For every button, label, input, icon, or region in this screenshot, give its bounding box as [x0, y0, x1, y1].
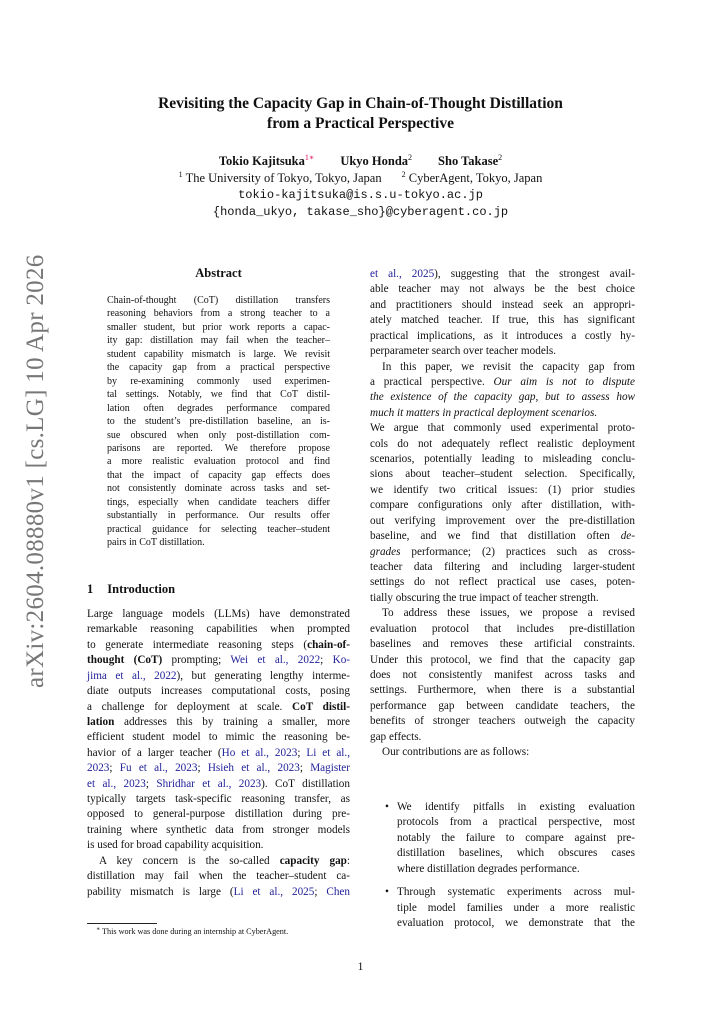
- text-line: able teacher may not always be the best choice: [370, 283, 635, 296]
- abstract-line: parisons are reported. We therefore propose: [107, 442, 330, 454]
- italic-text: Our aim is not to dispute: [493, 375, 635, 388]
- text-line: training where synthetic data from stronger models: [87, 823, 350, 836]
- text-line: efficient student model to mimic the reasoning be-: [87, 731, 350, 744]
- text-line: Large language models (LLMs) have demonstrated: [87, 608, 350, 620]
- text-line: [87, 669, 350, 684]
- text-line: [370, 267, 635, 282]
- page-number: 1: [357, 961, 364, 973]
- citation-link[interactable]: Ho et al., 2023: [221, 746, 298, 759]
- section-title: Introduction: [107, 582, 176, 596]
- text-line: [87, 700, 350, 715]
- text-line: ately matched teacher. If true, this has significant: [370, 314, 635, 327]
- text-span: ;: [109, 762, 120, 775]
- citation-link[interactable]: Chen: [326, 885, 350, 898]
- text-line: we identify two critical issues: (1) prior studies: [370, 483, 635, 496]
- text-span: ), suggesting that the strongest avail-: [434, 268, 635, 280]
- text-span: addresses this by training a smaller, more: [114, 715, 350, 728]
- text-line: tially obscuring the true impact of teacher strength.: [370, 591, 599, 604]
- text-line: out verifying improvement over the pre-distillation: [370, 514, 635, 527]
- title-line-2: from a Practical Perspective: [267, 115, 454, 132]
- text-line: performance gap between candidate teachers, the: [370, 699, 635, 712]
- footnote-rule: [87, 923, 157, 924]
- citation-link[interactable]: Hsieh et al., 2023: [207, 762, 300, 775]
- text-span: a practical perspective.: [370, 375, 494, 388]
- author-block: [0, 153, 721, 221]
- list-item: [383, 800, 635, 877]
- introduction-body: [87, 607, 350, 900]
- email-1: tokio-kajitsuka@is.s.u-tokyo.ac.jp: [238, 188, 483, 202]
- text-line: evaluation protocol, we demonstrate that the: [397, 916, 635, 929]
- abstract-line: a more realistic evaluation protocol and find: [107, 456, 330, 468]
- abstract-line: Chain-of-thought (CoT) distillation transfers: [107, 295, 330, 306]
- abstract-heading: Abstract: [195, 266, 242, 280]
- text-span: a challenge for deployment at scale.: [87, 700, 293, 713]
- abstract-line: tings, especially when candidate teachers differ: [107, 496, 330, 508]
- text-line: [87, 653, 350, 668]
- abstract-line: reasoning behaviors from a strong teacher to a: [107, 308, 330, 320]
- bold-term: thought (CoT): [87, 654, 163, 667]
- text-line: gap effects.: [370, 730, 422, 743]
- text-line: [370, 529, 635, 544]
- citation-link[interactable]: Wei et al., 2022: [230, 654, 321, 667]
- text-line: Under this protocol, we find that the capacity gap: [370, 653, 635, 666]
- text-line: We argue that commonly used experimental proto-: [370, 422, 635, 435]
- text-line: perparameter search over teacher models.: [370, 345, 557, 358]
- citation-link[interactable]: et al., 2023: [87, 777, 146, 790]
- text-line: baselines and removes these artificial constraints.: [370, 638, 635, 651]
- section-number: 1: [87, 582, 94, 596]
- text-span: performance; (2) practices such as cross-: [400, 545, 635, 558]
- bullet-icon: •: [385, 886, 389, 899]
- bold-term: CoT distil-: [292, 700, 350, 713]
- text-line: [370, 375, 635, 390]
- text-line: is used for broad capability acquisition.: [87, 839, 264, 852]
- text-span: ;: [297, 746, 307, 759]
- text-line: [87, 715, 350, 730]
- citation-link[interactable]: 2023: [87, 762, 110, 775]
- citation-link[interactable]: Li et al.,: [306, 746, 351, 759]
- text-line: where distillation degrades performance.: [397, 862, 580, 875]
- text-span: ;: [145, 777, 157, 790]
- text-line: and practitioners should instead seek an appropri-: [370, 298, 635, 311]
- citation-link[interactable]: Fu et al., 2023: [119, 762, 198, 775]
- abstract-line: lation often degrades performance compared: [107, 402, 330, 414]
- text-span: ;: [314, 885, 327, 898]
- italic-text: grades: [370, 545, 401, 558]
- text-span: prompting;: [162, 654, 231, 667]
- text-span: A key concern is the so-called: [99, 854, 280, 867]
- text-line: diate outputs increases computational costs, posing: [87, 685, 350, 698]
- citation-link[interactable]: Shridhar et al., 2023: [156, 777, 262, 790]
- text-span: ;: [299, 762, 311, 775]
- abstract-line: by re-examining commonly used experimen-: [107, 375, 330, 387]
- text-line: compare configurations only after distillation, with-: [370, 499, 635, 512]
- text-span: to generate intermediate reasoning steps (: [87, 638, 308, 651]
- abstract-line: to the student’s pre-distillation baseline, an is-: [107, 416, 330, 428]
- footnote-mark: ∗: [96, 926, 101, 933]
- text-line: [87, 854, 350, 869]
- text-line: [87, 638, 350, 653]
- bold-term: chain-of-: [307, 638, 350, 651]
- text-line: [87, 777, 350, 792]
- abstract-line: pairs in CoT distillation.: [107, 537, 205, 549]
- text-line: the existence of the capacity gap, but to assess how: [370, 391, 635, 404]
- text-span: havior of a larger teacher (: [87, 746, 222, 759]
- text-line: sions about teacher–student selection. Specifically,: [370, 468, 635, 481]
- arxiv-identifier-stamp: arXiv:2604.08880v1 [cs.LG] 10 Apr 2026: [22, 254, 49, 688]
- affiliation-1: The University of Tokyo, Tokyo, Japan: [185, 171, 382, 185]
- footnote: [96, 927, 288, 936]
- text-span: pability mismatch is large (: [87, 885, 234, 898]
- text-line: In this paper, we revisit the capacity gap from: [382, 360, 635, 373]
- abstract-line: student capability mismatch is large. We revisit: [107, 348, 330, 360]
- affiliation-1-mark: 1: [178, 169, 183, 179]
- abstract-line: smaller student, but prior work reports a capac-: [107, 321, 330, 333]
- citation-link[interactable]: Magister: [310, 762, 351, 775]
- author-name-2: Ukyo Honda: [340, 154, 409, 168]
- text-line: practical implications, as it introduces a costly hy-: [370, 329, 635, 342]
- text-span: ), but generating lengthy interme-: [176, 669, 350, 682]
- text-span: ;: [320, 654, 333, 667]
- author-names: [0, 153, 721, 170]
- citation-link[interactable]: Li et al., 2025: [233, 885, 315, 898]
- text-line: distillation baselines, which obscures cases: [397, 847, 635, 860]
- paper-title: [0, 94, 721, 134]
- text-line: settings. Furthermore, when there is a substantial: [370, 684, 635, 697]
- author-3-affiliation-mark: 2: [498, 152, 503, 162]
- text-line: [370, 545, 635, 560]
- author-name-3: Sho Takase: [438, 154, 499, 168]
- affiliation-2-mark: 2: [401, 169, 406, 179]
- author-2-affiliation-mark: 2: [408, 152, 413, 162]
- text-line: protocols from a practical perspective, most: [397, 816, 635, 829]
- text-line: does not consistently manifest across tasks and: [370, 668, 635, 681]
- abstract-line: practical guidance for selecting teacher–student: [107, 523, 330, 535]
- text-line: [87, 746, 350, 761]
- author-1-footnote-mark[interactable]: ∗: [308, 152, 315, 162]
- affiliations: [0, 170, 721, 187]
- abstract-line: substantially in performance. Our results offer: [107, 510, 330, 522]
- text-line: benefits of stronger teachers outweigh the capacity: [370, 715, 635, 728]
- text-line: opposed to general-purpose distillation during pre-: [87, 808, 350, 821]
- abstract-line: tal settings. Notably, we find that CoT distil-: [107, 389, 330, 401]
- text-line: much it matters in practical deployment scenarios.: [370, 406, 598, 419]
- italic-text: de-: [620, 530, 635, 543]
- abstract-line: the capacity gap from a practical perspective: [107, 362, 330, 374]
- text-span: ). CoT distillation: [261, 777, 350, 790]
- citation-link[interactable]: et al., 2025: [370, 268, 435, 280]
- text-span: baseline, and we find that distillation often: [370, 530, 621, 543]
- text-line: notably the failure to compare against pre-: [397, 831, 635, 844]
- abstract-body: [107, 294, 330, 550]
- section-heading-introduction: [87, 582, 175, 597]
- footnote-text: This work was done during an internship at CyberAgent.: [101, 927, 289, 936]
- bullet-icon: •: [385, 801, 389, 813]
- author-name-1: Tokio Kajitsuka: [218, 154, 305, 168]
- text-line: Our contributions are as follows:: [382, 746, 530, 759]
- list-item: [383, 885, 635, 931]
- text-line: Through systematic experiments across mul-: [397, 886, 635, 899]
- text-line: tiple model families under a more realistic: [397, 901, 635, 914]
- text-line: To address these issues, we propose a revised: [382, 607, 635, 620]
- text-line: scenarios, potentially leading to misleading conclu-: [370, 453, 635, 466]
- contributions-list: [383, 800, 635, 931]
- bold-term: lation: [87, 715, 115, 728]
- citation-link[interactable]: jima et al., 2022: [87, 669, 177, 682]
- abstract-line: not consistently dominate across tasks and set-: [107, 483, 330, 495]
- text-line: settings do not reflect practical use cases, poten-: [370, 576, 635, 589]
- text-line: We identify pitfalls in existing evaluation: [397, 801, 635, 813]
- title-line-1: Revisiting the Capacity Gap in Chain-of-Thought Distillation: [158, 95, 563, 112]
- text-line: [87, 885, 350, 900]
- text-line: remarkable reasoning capabilities when prompted: [87, 623, 350, 636]
- abstract-line: sue obscured when only post-distillation com-: [107, 429, 330, 441]
- abstract-line: ity gap: distillation may fail when the teacher–: [107, 335, 330, 347]
- text-span: ;: [197, 762, 208, 775]
- text-line: distillation may fail when the teacher–student ca-: [87, 870, 350, 883]
- text-span: :: [346, 854, 350, 867]
- text-line: evaluation protocol that includes pre-distillation: [370, 622, 635, 635]
- text-line: cols do not adequately reflect realistic deployment: [370, 437, 635, 450]
- bold-term: capacity gap: [279, 854, 347, 867]
- affiliation-2: CyberAgent, Tokyo, Japan: [408, 171, 543, 185]
- author-1-affiliation-mark[interactable]: 1: [304, 152, 309, 162]
- text-line: typically targets task-specific reasoning transfer, as: [87, 793, 350, 806]
- text-line: [87, 761, 350, 776]
- citation-link[interactable]: Ko-: [332, 654, 351, 667]
- text-line: teacher data filtering and including larger-student: [370, 561, 635, 574]
- right-column-body: [370, 267, 635, 761]
- email-2: {honda_ukyo, takase_sho}@cyberagent.co.jp: [212, 205, 509, 219]
- abstract-line: that the impact of capacity gap effects does: [107, 469, 330, 481]
